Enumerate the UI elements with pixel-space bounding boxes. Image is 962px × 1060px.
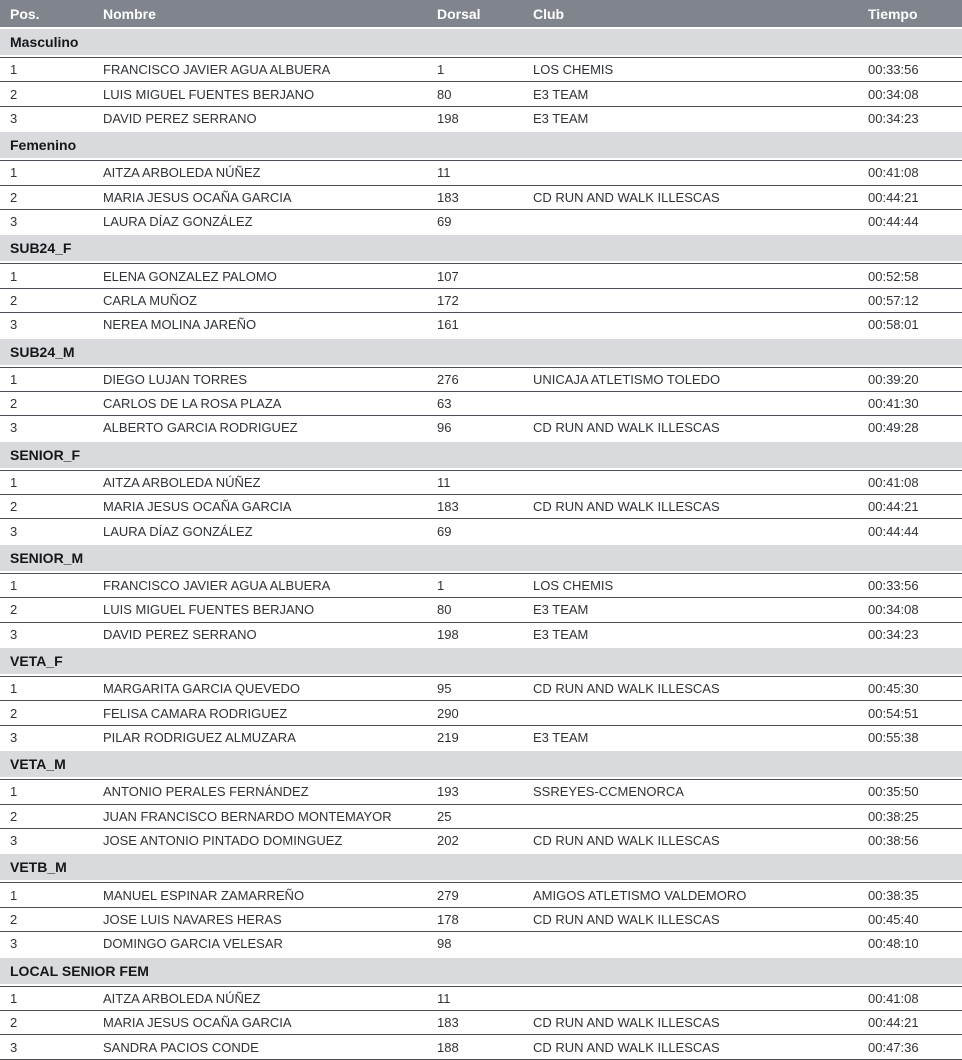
pos-cell: 1 (10, 268, 18, 284)
name-cell: LAURA DÍAZ GONZÁLEZ (103, 523, 253, 539)
club-cell: E3 TEAM (533, 86, 589, 102)
column-header-pos: Pos. (10, 5, 40, 22)
pos-cell: 1 (10, 371, 18, 387)
table-row (0, 1010, 962, 1034)
table-row (0, 263, 962, 287)
table-row (0, 700, 962, 724)
club-cell: CD RUN AND WALK ILLESCAS (533, 681, 720, 697)
bib-cell: 290 (437, 705, 459, 721)
table-row (0, 1034, 962, 1058)
time-cell: 00:41:08 (868, 990, 919, 1006)
bib-cell: 198 (437, 110, 459, 126)
name-cell: ANTONIO PERALES FERNÁNDEZ (103, 784, 309, 800)
table-row (0, 81, 962, 105)
pos-cell: 1 (10, 784, 18, 800)
club-cell: E3 TEAM (533, 602, 589, 618)
pos-cell: 3 (10, 626, 18, 642)
time-cell: 00:57:12 (868, 292, 919, 308)
time-cell: 00:47:36 (868, 1039, 919, 1055)
table-row (0, 470, 962, 494)
bib-cell: 11 (437, 474, 451, 490)
pos-cell: 3 (10, 1039, 18, 1055)
pos-cell: 1 (10, 887, 18, 903)
table-row (0, 106, 962, 130)
bib-cell: 183 (437, 189, 459, 205)
category-header: SENIOR_M (0, 545, 962, 571)
category-header: VETB_M (0, 854, 962, 880)
pos-cell: 1 (10, 578, 18, 594)
pos-cell: 2 (10, 396, 18, 412)
table-row (0, 828, 962, 852)
table-row (0, 622, 962, 646)
name-cell: FRANCISCO JAVIER AGUA ALBUERA (103, 62, 331, 78)
table-row (0, 367, 962, 391)
pos-cell: 3 (10, 420, 18, 436)
pos-cell: 3 (10, 936, 18, 952)
bib-cell: 178 (437, 911, 459, 927)
table-row (0, 494, 962, 518)
pos-cell: 3 (10, 110, 18, 126)
category-header: SUB24_F (0, 235, 962, 261)
bib-cell: 202 (437, 833, 459, 849)
table-row (0, 312, 962, 336)
name-cell: MARIA JESUS OCAÑA GARCIA (103, 499, 292, 515)
category-header: SENIOR_F (0, 442, 962, 468)
time-cell: 00:44:44 (868, 523, 919, 539)
table-row (0, 415, 962, 439)
name-cell: ELENA GONZALEZ PALOMO (103, 268, 277, 284)
pos-cell: 2 (10, 499, 18, 515)
bib-cell: 80 (437, 602, 452, 618)
club-cell: CD RUN AND WALK ILLESCAS (533, 1039, 720, 1055)
bib-cell: 80 (437, 86, 452, 102)
bib-cell: 161 (437, 317, 459, 333)
time-cell: 00:48:10 (868, 936, 919, 952)
column-header-dorsal: Dorsal (437, 5, 481, 22)
bib-cell: 183 (437, 499, 459, 515)
pos-cell: 2 (10, 189, 18, 205)
club-cell: SSREYES-CCMENORCA (533, 784, 684, 800)
table-row (0, 185, 962, 209)
name-cell: LAURA DÍAZ GONZÁLEZ (103, 214, 253, 230)
name-cell: CARLOS DE LA ROSA PLAZA (103, 396, 282, 412)
table-row (0, 288, 962, 312)
table-row (0, 160, 962, 184)
name-cell: MARGARITA GARCIA QUEVEDO (103, 681, 300, 697)
name-cell: AITZA ARBOLEDA NÚÑEZ (103, 990, 261, 1006)
pos-cell: 3 (10, 833, 18, 849)
table-row (0, 57, 962, 81)
time-cell: 00:45:40 (868, 911, 919, 927)
category-header: LOCAL SENIOR FEM (0, 958, 962, 984)
time-cell: 00:55:38 (868, 730, 919, 745)
time-cell: 00:33:56 (868, 62, 919, 78)
time-cell: 00:33:56 (868, 578, 919, 594)
table-row (0, 725, 962, 749)
name-cell: LUIS MIGUEL FUENTES BERJANO (103, 86, 315, 102)
bib-cell: 63 (437, 396, 452, 412)
pos-cell: 2 (10, 1015, 18, 1031)
time-cell: 00:38:25 (868, 808, 919, 824)
time-cell: 00:45:30 (868, 681, 919, 697)
pos-cell: 3 (10, 730, 18, 745)
table-row (0, 804, 962, 828)
bib-cell: 198 (437, 626, 459, 642)
club-cell: LOS CHEMIS (533, 578, 614, 594)
time-cell: 00:38:56 (868, 833, 919, 849)
name-cell: JUAN FRANCISCO BERNARDO MONTEMAYOR (103, 808, 392, 824)
name-cell: DAVID PEREZ SERRANO (103, 110, 257, 126)
name-cell: LUIS MIGUEL FUENTES BERJANO (103, 602, 315, 618)
name-cell: DOMINGO GARCIA VELESAR (103, 936, 283, 952)
pos-cell: 3 (10, 214, 18, 230)
category-header: Femenino (0, 132, 962, 158)
column-header-nombre: Nombre (103, 5, 156, 22)
name-cell: FRANCISCO JAVIER AGUA ALBUERA (103, 578, 331, 594)
club-cell: CD RUN AND WALK ILLESCAS (533, 1015, 720, 1031)
pos-cell: 2 (10, 808, 18, 824)
pos-cell: 1 (10, 990, 18, 1006)
table-row (0, 676, 962, 700)
bib-cell: 69 (437, 214, 452, 230)
pos-cell: 2 (10, 86, 18, 102)
bib-cell: 95 (437, 681, 452, 697)
time-cell: 00:41:30 (868, 396, 919, 412)
table-row (0, 986, 962, 1010)
pos-cell: 1 (10, 165, 18, 181)
name-cell: JOSE LUIS NAVARES HERAS (103, 911, 282, 927)
bib-cell: 25 (437, 808, 452, 824)
name-cell: FELISA CAMARA RODRIGUEZ (103, 705, 288, 721)
time-cell: 00:39:20 (868, 371, 919, 387)
name-cell: AITZA ARBOLEDA NÚÑEZ (103, 165, 261, 181)
bib-cell: 1 (437, 62, 445, 78)
time-cell: 00:41:08 (868, 165, 919, 181)
time-cell: 00:44:21 (868, 499, 919, 515)
club-cell: CD RUN AND WALK ILLESCAS (533, 420, 720, 436)
time-cell: 00:58:01 (868, 317, 919, 333)
club-cell: CD RUN AND WALK ILLESCAS (533, 833, 720, 849)
club-cell: CD RUN AND WALK ILLESCAS (533, 911, 720, 927)
time-cell: 00:34:08 (868, 86, 919, 102)
time-cell: 00:34:08 (868, 602, 919, 618)
name-cell: MANUEL ESPINAR ZAMARREÑO (103, 887, 305, 903)
time-cell: 00:49:28 (868, 420, 919, 436)
time-cell: 00:44:21 (868, 1015, 919, 1031)
name-cell: ALBERTO GARCIA RODRIGUEZ (103, 420, 298, 436)
name-cell: PILAR RODRIGUEZ ALMUZARA (103, 730, 296, 745)
results-body (0, 29, 962, 1059)
club-cell: E3 TEAM (533, 730, 589, 745)
club-cell: E3 TEAM (533, 626, 589, 642)
table-row (0, 907, 962, 931)
table-header (0, 0, 962, 27)
bib-cell: 183 (437, 1015, 459, 1031)
column-header-club: Club (533, 5, 565, 22)
club-cell: CD RUN AND WALK ILLESCAS (533, 499, 720, 515)
name-cell: MARIA JESUS OCAÑA GARCIA (103, 189, 292, 205)
club-cell: CD RUN AND WALK ILLESCAS (533, 189, 720, 205)
bib-cell: 276 (437, 371, 459, 387)
time-cell: 00:41:08 (868, 474, 919, 490)
time-cell: 00:54:51 (868, 705, 919, 721)
club-cell: UNICAJA ATLETISMO TOLEDO (533, 371, 721, 387)
bib-cell: 107 (437, 268, 459, 284)
category-header: SUB24_M (0, 339, 962, 365)
club-cell: AMIGOS ATLETISMO VALDEMORO (533, 887, 747, 903)
table-row (0, 391, 962, 415)
pos-cell: 1 (10, 62, 18, 78)
bib-cell: 172 (437, 292, 459, 308)
time-cell: 00:34:23 (868, 626, 919, 642)
time-cell: 00:44:21 (868, 189, 919, 205)
category-header: VETA_F (0, 648, 962, 674)
bib-cell: 193 (437, 784, 459, 800)
name-cell: DIEGO LUJAN TORRES (103, 371, 247, 387)
pos-cell: 1 (10, 681, 18, 697)
pos-cell: 2 (10, 292, 18, 308)
name-cell: DAVID PEREZ SERRANO (103, 626, 257, 642)
bib-cell: 219 (437, 730, 459, 745)
table-row (0, 597, 962, 621)
club-cell: LOS CHEMIS (533, 62, 614, 78)
bib-cell: 11 (437, 990, 451, 1006)
club-cell: E3 TEAM (533, 110, 589, 126)
pos-cell: 2 (10, 911, 18, 927)
pos-cell: 2 (10, 602, 18, 618)
bib-cell: 96 (437, 420, 452, 436)
bib-cell: 11 (437, 165, 451, 181)
name-cell: NEREA MOLINA JAREÑO (103, 317, 257, 333)
column-header-tiempo: Tiempo (868, 5, 918, 22)
table-row (0, 882, 962, 906)
name-cell: CARLA MUÑOZ (103, 292, 197, 308)
pos-cell: 1 (10, 474, 18, 490)
bib-cell: 98 (437, 936, 452, 952)
table-row (0, 573, 962, 597)
table-row (0, 931, 962, 955)
bib-cell: 1 (437, 578, 445, 594)
bib-cell: 279 (437, 887, 459, 903)
table-row (0, 209, 962, 233)
name-cell: JOSE ANTONIO PINTADO DOMINGUEZ (103, 833, 343, 849)
table-row (0, 779, 962, 803)
name-cell: AITZA ARBOLEDA NÚÑEZ (103, 474, 261, 490)
table-row (0, 518, 962, 542)
pos-cell: 2 (10, 705, 18, 721)
time-cell: 00:34:23 (868, 110, 919, 126)
bib-cell: 188 (437, 1039, 459, 1055)
name-cell: MARIA JESUS OCAÑA GARCIA (103, 1015, 292, 1031)
time-cell: 00:38:35 (868, 887, 919, 903)
category-header: VETA_M (0, 751, 962, 777)
name-cell: SANDRA PACIOS CONDE (103, 1039, 259, 1055)
time-cell: 00:44:44 (868, 214, 919, 230)
pos-cell: 3 (10, 523, 18, 539)
time-cell: 00:35:50 (868, 784, 919, 800)
category-header: Masculino (0, 29, 962, 55)
pos-cell: 3 (10, 317, 18, 333)
time-cell: 00:52:58 (868, 268, 919, 284)
bib-cell: 69 (437, 523, 452, 539)
